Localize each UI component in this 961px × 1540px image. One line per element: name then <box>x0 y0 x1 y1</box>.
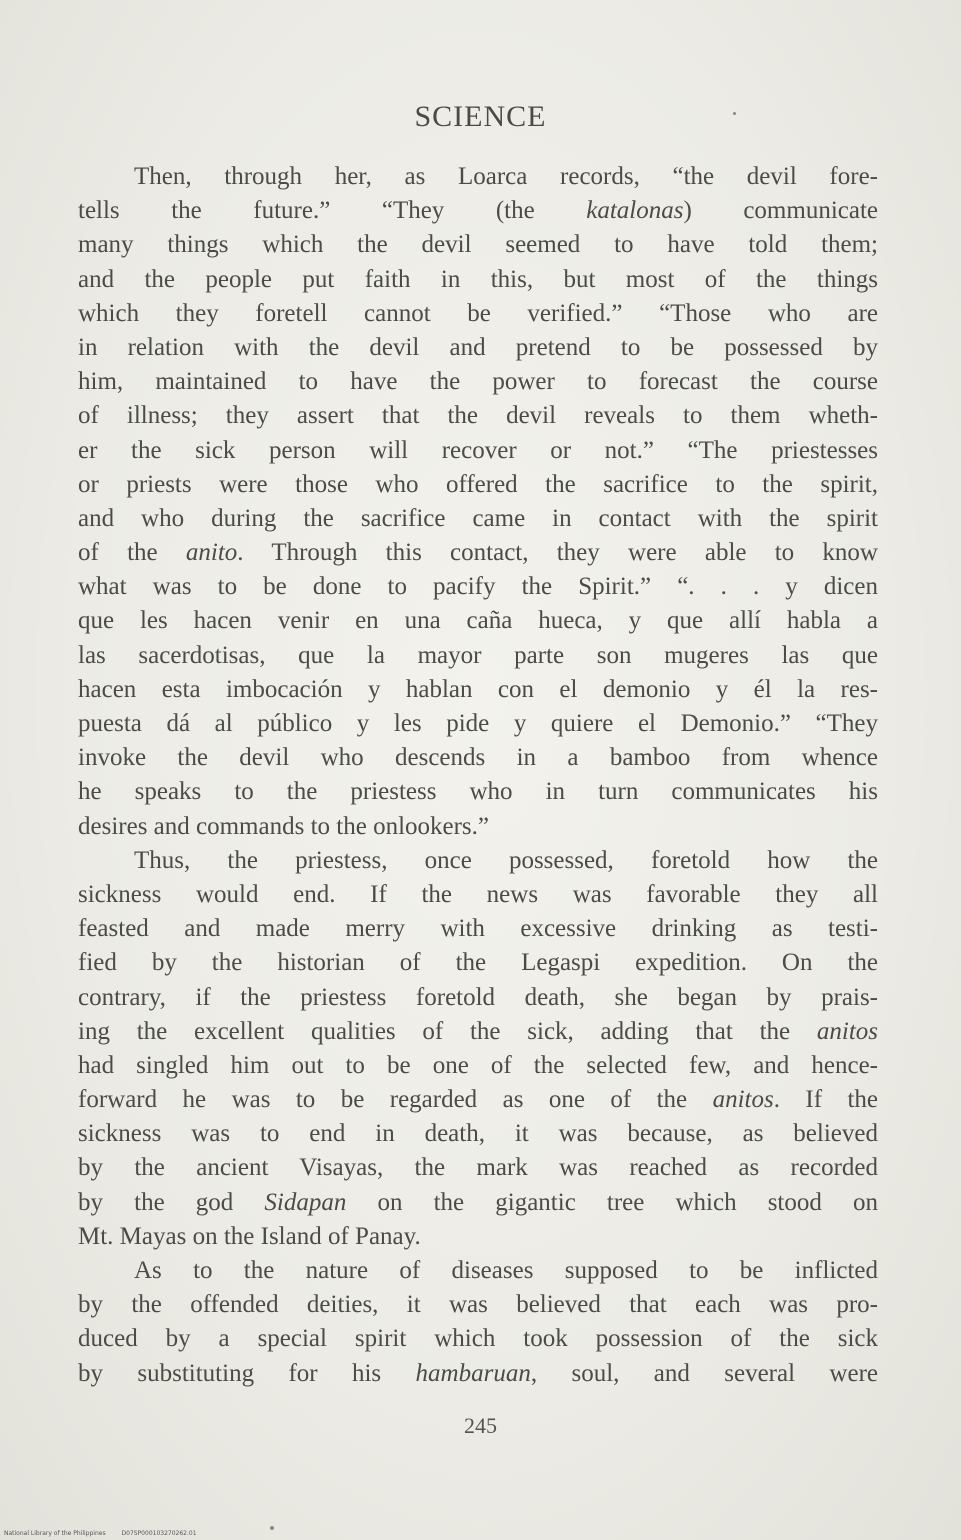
body-text <box>78 160 878 1391</box>
text-line: in relation with the devil and pretend to be possessed by <box>78 333 878 361</box>
text-line: of illness; they assert that the devil reveals to them wheth- <box>78 402 878 430</box>
text-line: forward he was to be regarded as one of the anitos. If the <box>78 1086 878 1114</box>
text-line: duced by a special spirit which took possession of the sick <box>78 1325 878 1353</box>
text-line: sickness would end. If the news was favorable they all <box>78 880 878 908</box>
text-line: desires and commands to the onlookers.” <box>78 812 490 840</box>
text-line: many things which the devil seemed to have told them; <box>78 231 878 259</box>
text-line: Mt. Mayas on the Island of Panay. <box>78 1222 421 1250</box>
text-line: of the anito. Through this contact, they were able to know <box>78 539 878 567</box>
text-line: er the sick person will recover or not.” “The priestesses <box>78 436 878 464</box>
page-number: 245 <box>464 1413 497 1438</box>
text-line: he speaks to the priestess who in turn communicates his <box>78 778 878 806</box>
text-line: sickness was to end in death, it was because, as believed <box>78 1120 878 1148</box>
footer-library: National Library of the Philippines <box>4 1530 106 1537</box>
text-line: ing the excellent qualities of the sick, adding that the anitos <box>78 1017 878 1045</box>
text-line: him, maintained to have the power to forecast the course <box>78 368 878 396</box>
text-line: which they foretell cannot be verified.” “Those who are <box>78 299 878 327</box>
text-line: by the god Sidapan on the gigantic tree which stood on <box>78 1188 878 1216</box>
footer-id: D07SP000103270262.01 <box>121 1530 197 1537</box>
text-line: had singled him out to be one of the selected few, and hence- <box>78 1051 878 1079</box>
speck-mark <box>733 112 736 115</box>
text-line: Then, through her, as Loarca records, “the devil fore- <box>134 163 878 190</box>
text-line: contrary, if the priestess foretold death, she began by prais- <box>78 983 878 1011</box>
text-line: hacen esta imbocación y hablan con el demonio y él la res- <box>78 675 878 703</box>
text-line: what was to be done to pacify the Spirit.” “. . . y dicen <box>78 573 878 601</box>
text-line: puesta dá al público y les pide y quiere el Demonio.” “They <box>78 710 878 737</box>
scan-footer <box>0 1528 961 1540</box>
text-line: que les hacen venir en una caña hueca, y que allí habla a <box>78 607 878 635</box>
text-line: by the ancient Visayas, the mark was reached as recorded <box>78 1154 878 1182</box>
text-line: by substituting for his hambaruan, soul, and several were <box>78 1359 878 1387</box>
text-line: fied by the historian of the Legaspi expedition. On the <box>78 949 878 977</box>
text-line: and the people put faith in this, but most of the things <box>78 265 878 293</box>
text-line: tells the future.” “They (the katalonas) communicate <box>78 197 878 225</box>
text-line: As to the nature of diseases supposed to be inflicted <box>134 1257 878 1284</box>
running-head: SCIENCE <box>414 100 547 133</box>
text-line: or priests were those who offered the sacrifice to the spirit, <box>78 470 878 498</box>
text-line: and who during the sacrifice came in contact with the spirit <box>78 504 878 532</box>
text-line: Thus, the priestess, once possessed, foretold how the <box>134 846 878 874</box>
text-line: by the offended deities, it was believed that each was pro- <box>78 1291 878 1319</box>
text-line: las sacerdotisas, que la mayor parte son mugeres las que <box>78 641 878 669</box>
text-line: invoke the devil who descends in a bamboo from whence <box>78 744 878 772</box>
text-line: feasted and made merry with excessive drinking as testi- <box>78 915 878 943</box>
